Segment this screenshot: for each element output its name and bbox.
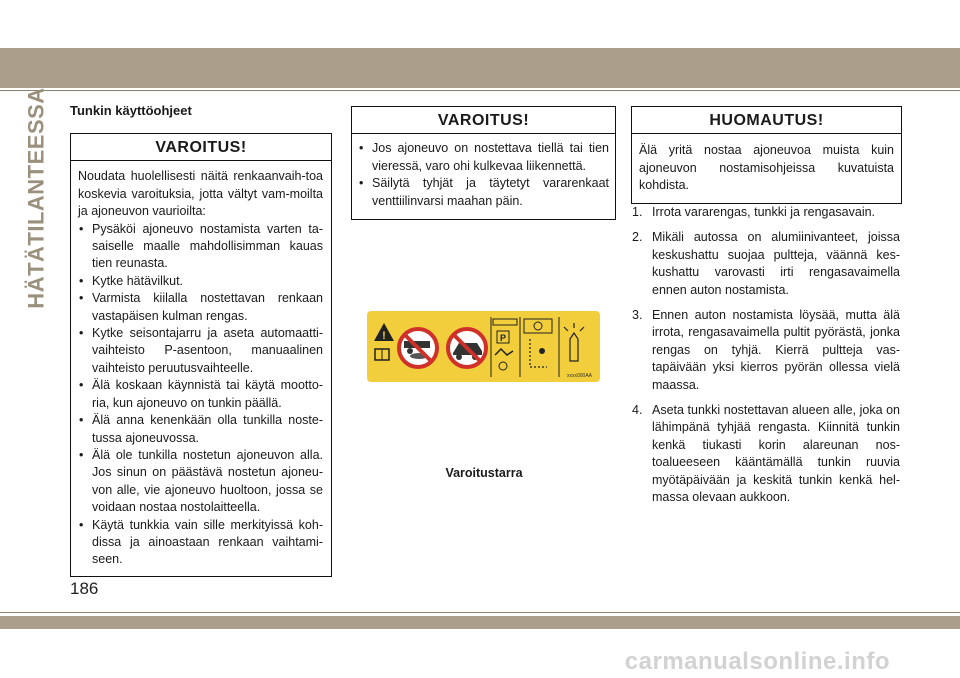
warning-1-body xyxy=(71,161,331,575)
warning-box-1 xyxy=(70,133,332,577)
note-text: Älä yritä nostaa ajoneuvoa muista kuin ajoneuvon nostamisohjeissa kuvatuista kohdista. xyxy=(639,143,894,193)
list-item: • Kytke hätävilkut. xyxy=(78,273,323,290)
jack-instructions-icon xyxy=(491,317,517,377)
page-number: 186 xyxy=(70,579,99,598)
list-item: • Jos ajoneuvo on nostettava tiellä tai tien vieressä, varo ohi kulkevaa liikennettä. xyxy=(358,140,609,175)
list-item: • Käytä tunkkia vain sille merkityissä koh-dissa ja ainoastaan renkaan vaihtami-seen. xyxy=(78,517,323,569)
step-number: 3. xyxy=(632,308,643,323)
list-item: • Varmista kiilalla nostettavan renkaan vastapäisen kulman rengas. xyxy=(78,290,323,325)
step-text: Ennen auton nostamista löysää, mutta älä irrota, rengasavaimella pultit pyörästä, jonka rengas on tyhjä. Kierrä pultteja vas-tapäivään yksi kierros pyörän ollessa vielä maassa. xyxy=(652,308,900,392)
steps-list xyxy=(632,204,900,507)
list-item: • Älä koskaan käynnistä tai käytä mootto-ria, kun ajoneuvo on tunkin päällä. xyxy=(78,377,323,412)
steps-list-wrapper xyxy=(632,204,900,515)
list-item xyxy=(632,402,900,506)
no-person-under-vehicle-icon xyxy=(399,329,437,367)
no-engine-running-icon xyxy=(448,329,486,367)
header-band xyxy=(0,48,960,88)
list-item: • Pysäköi ajoneuvo nostamista varten ta-saiselle maalle mahdollisimman kauas tien reunasta. xyxy=(78,221,323,273)
list-item: • Älä anna kenenkään olla tunkilla noste-tussa ajoneuvossa. xyxy=(78,412,323,447)
side-tab xyxy=(22,87,52,309)
sticker-code: xxxx000AA xyxy=(567,373,593,379)
footer-rule xyxy=(0,612,960,613)
sticker-graphic xyxy=(367,311,600,382)
section-title: Tunkin käyttöohjeet xyxy=(70,103,192,118)
list-item xyxy=(632,307,900,394)
warning-1-title: VAROITUS! xyxy=(71,134,331,161)
step-text: Mikäli autossa on alumiinivanteet, joissa keskushattu suojaa pultteja, väännä kes-kushattu varovasti irti rengasavaimella ennen auton nostamista. xyxy=(652,230,900,297)
step-number: 1. xyxy=(632,205,643,219)
warning-1-intro: Noudata huolellisesti näitä renkaanvaih-toa koskevia varoituksia, jotta vältyt vam-moilta ja ajoneuvon vaurioilta: xyxy=(78,169,323,219)
list-item: • Älä ole tunkilla nostetun ajoneuvon alla. Jos sinun on päästävä nostetun ajoneu-von alle, vie ajoneuvo huoltoon, jossa se voidaan nostaa nostolaitteella. xyxy=(78,447,323,517)
list-item xyxy=(632,204,900,221)
list-item xyxy=(632,229,900,299)
step-text: Irrota vararengas, tunkki ja rengasavain. xyxy=(652,205,876,219)
list-item: • Kytke seisontajarru ja aseta automaatti-vaihteisto P-asentoon, manuaalinen vaihteisto peruutusvaihteelle. xyxy=(78,325,323,377)
svg-text:P: P xyxy=(499,333,507,343)
note-box xyxy=(631,106,902,204)
watermark: carmanualsonline.info xyxy=(624,648,890,675)
warning-1-list xyxy=(78,221,323,569)
hand-touch-icon xyxy=(559,317,584,377)
warning-2-body xyxy=(352,134,615,219)
svg-text:!: ! xyxy=(382,330,386,342)
step-text: Aseta tunkki nostettavan alueen alle, joka on lähimpänä tyhjää rengasta. Kiinnitä tunkin kenkä tiukasti korin alareunan nos-toalueeseen kääntämällä tunkin ruuvia myötäpäivään ja keskitä tunkin kenkä hel-massa olevaan aukkoon. xyxy=(652,403,900,505)
note-title: HUOMAUTUS! xyxy=(632,107,901,134)
step-number: 4. xyxy=(632,403,643,418)
list-item: • Säilytä tyhjät ja täytetyt vararenkaat venttiilinvarsi maahan päin. xyxy=(358,175,609,210)
header-rule xyxy=(0,90,960,91)
warning-2-title: VAROITUS! xyxy=(352,107,615,134)
warning-sticker xyxy=(367,311,600,382)
footer-band xyxy=(0,616,960,629)
side-tab-label: HÄTÄTILANTEESSA xyxy=(24,87,50,309)
step-number: 2. xyxy=(632,230,643,245)
warning-box-2 xyxy=(351,106,616,220)
warning-2-list xyxy=(358,140,609,210)
lift-point-icon xyxy=(520,317,552,377)
figure-caption: Varoitustarra xyxy=(445,466,523,480)
